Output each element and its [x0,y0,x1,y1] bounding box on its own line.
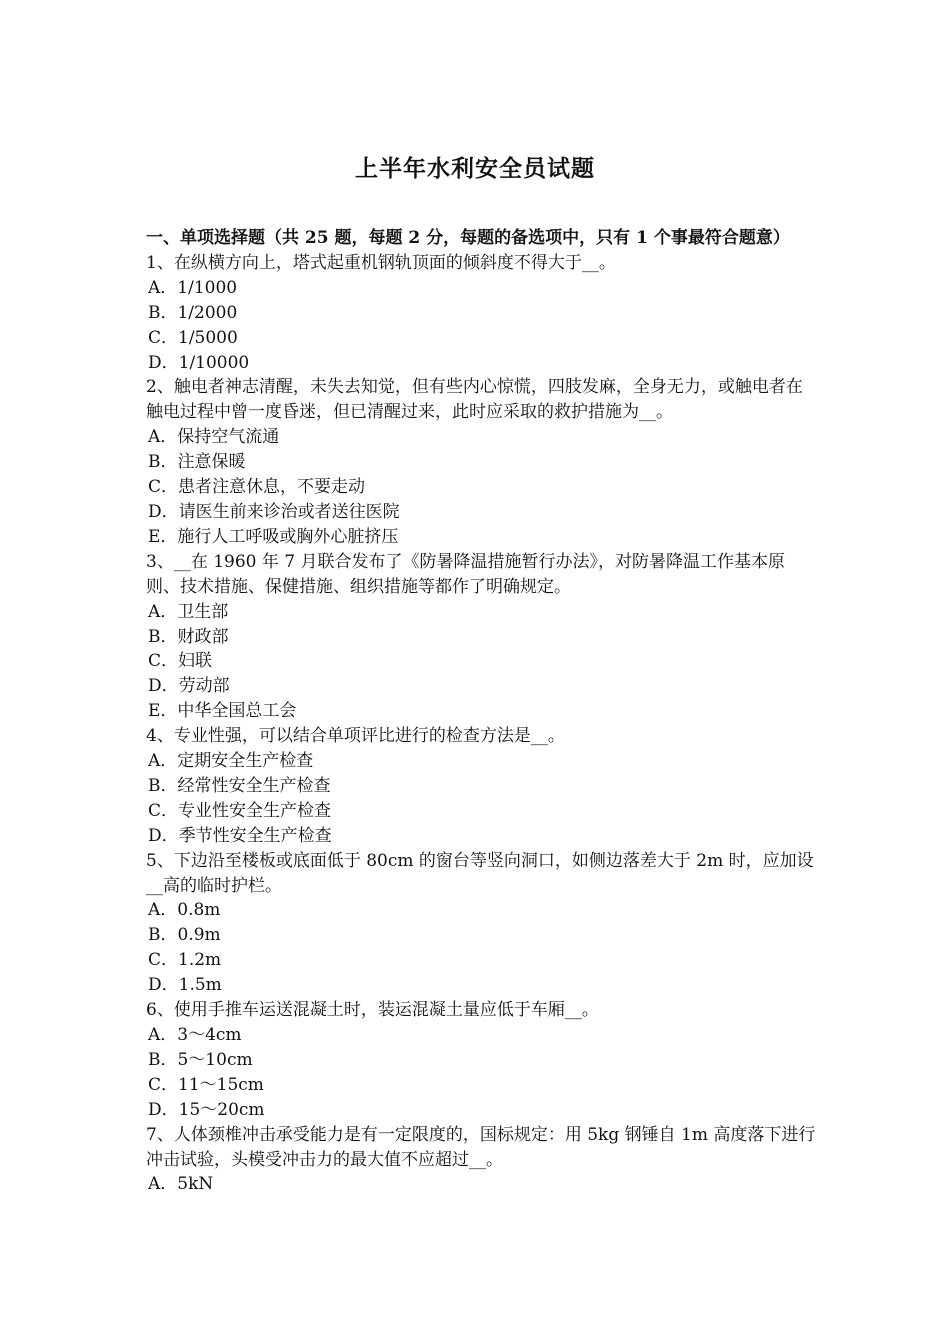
option-e: E．施行人工呼吸或胸外心脏挤压 [148,526,399,547]
question-stem: 4、专业性强，可以结合单项评比进行的检查方法是__。 [146,726,565,747]
document-body [146,226,816,1197]
option-e: E．中华全国总工会 [148,701,297,722]
option-d: D．请医生前来诊治或者送往医院 [148,501,400,522]
option-b: B．0.9m [148,925,221,946]
option-d: D．季节性安全生产检查 [148,825,332,846]
option-a: A．5kN [148,1174,214,1195]
option-d: D．劳动部 [148,676,230,697]
question-1 [146,251,816,376]
question-5 [146,849,816,998]
question-7 [146,1123,816,1198]
option-c: C．专业性安全生产检查 [148,800,332,821]
option-b: B．1/2000 [148,302,238,323]
document-title: 上半年水利安全员试题 [355,155,595,182]
question-stem: 3、__在 1960 年 7 月联合发布了《防暑降温措施暂行办法》，对防暑降温工作基本原则、技术措施、保健措施、组织措施等都作了明确规定。 [146,551,786,597]
question-4 [146,724,816,849]
option-b: B．注意保暖 [148,452,246,473]
option-d: D．15～20cm [148,1099,265,1120]
question-stem: 6、使用手推车运送混凝土时，装运混凝土量应低于车厢__。 [146,1000,599,1021]
option-c: C．11～15cm [148,1074,264,1095]
option-c: C．1/5000 [148,327,238,348]
question-stem: 5、下边沿至楼板或底面低于 80cm 的窗台等竖向洞口，如侧边落差大于 2m 时，应加设__高的临时护栏。 [146,850,814,896]
option-d: D．1/10000 [148,352,250,373]
option-a: A．卫生部 [148,601,229,622]
option-c: C．1.2m [148,950,222,971]
option-c: C．患者注意休息，不要走动 [148,477,366,498]
option-a: A．保持空气流通 [148,427,280,448]
question-stem: 7、人体颈椎冲击承受能力是有一定限度的，国标规定：用 5kg 钢锤自 1m 高度落下进行冲击试验，头模受冲击力的最大值不应超过__。 [146,1124,816,1170]
option-a: A．0.8m [148,900,221,921]
question-2 [146,375,816,549]
section-header: 一、单项选择题（共 25 题，每题 2 分，每题的备选项中，只有 1 个事最符合题意） [146,228,790,248]
option-c: C．妇联 [148,651,213,672]
option-a: A．3～4cm [148,1025,242,1045]
option-a: A．1/1000 [148,277,238,298]
option-d: D．1.5m [148,975,222,996]
question-6 [146,998,816,1123]
option-b: B．5～10cm [148,1049,253,1070]
question-stem: 2、触电者神志清醒，未失去知觉，但有些内心惊慌，四肢发麻，全身无力，或触电者在触电过程中曾一度昏迷，但已清醒过来，此时应采取的救护措施为__。 [146,377,803,423]
option-b: B．财政部 [148,626,229,647]
question-stem: 1、在纵横方向上，塔式起重机钢轨顶面的倾斜度不得大于__。 [146,252,616,273]
option-a: A．定期安全生产检查 [148,751,314,772]
option-b: B．经常性安全生产检查 [148,775,331,796]
question-3 [146,550,816,724]
